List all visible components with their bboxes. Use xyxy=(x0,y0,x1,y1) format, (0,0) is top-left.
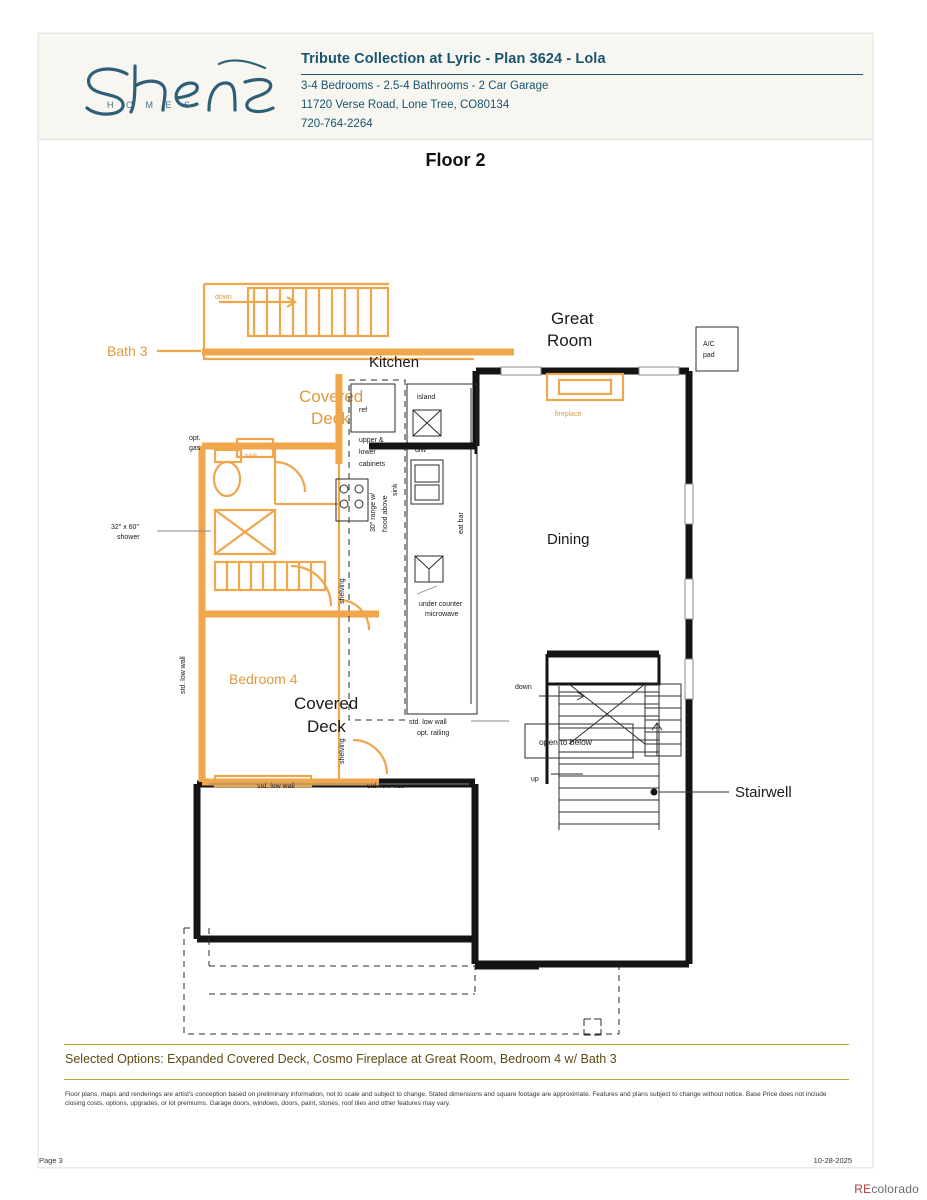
below-outline xyxy=(184,928,619,1035)
label-bath-sink: sink xyxy=(245,453,258,460)
plan-specs: 3-4 Bedrooms - 2.5-4 Bathrooms - 2 Car Garage xyxy=(301,80,549,92)
label-cab-3: cabinets xyxy=(359,461,386,468)
label-low-wall-mid2: std. low wall xyxy=(367,783,405,790)
label-opt-gas-1: opt. xyxy=(189,435,201,442)
label-shower-2: shower xyxy=(117,534,140,541)
plan-phone: 720-764-2264 xyxy=(301,118,373,130)
label-cab-1: upper & xyxy=(359,437,384,444)
label-ref: ref xyxy=(359,407,368,414)
disclaimer-text: Floor plans, maps and renderings are artist's conception based on preliminary information, not to scale and subject to change. Stated dimensions and square footage are approximate. Features and plans subject to change without notice. Base Price does not include closing costs, options, upgrades, or lot premiums. Garage doors, windows, doors, paint, stones, roof tiles and other features may vary. xyxy=(65,1091,827,1108)
label-bath-3: Bath 3 xyxy=(107,343,148,359)
stairs-down-upper xyxy=(215,288,388,336)
floor-plan-drawing xyxy=(39,184,874,1044)
label-range-2: hood above xyxy=(382,495,389,532)
label-shower-1: 32" x 60" xyxy=(111,524,139,531)
label-down-upper: down xyxy=(215,294,232,301)
kitchen xyxy=(336,374,477,720)
label-up: up xyxy=(531,776,539,783)
page-number: Page 3 xyxy=(39,1156,63,1165)
label-low-wall-left: std. low wall xyxy=(180,656,187,694)
document-page xyxy=(38,33,873,1168)
right-wall-windows xyxy=(685,484,693,699)
label-ac-pad-2: pad xyxy=(703,352,715,359)
label-opt-gas-2: gas xyxy=(189,445,201,452)
label-low-wall-mid: std. low wall xyxy=(257,783,295,790)
label-microwave-2: microwave xyxy=(425,611,459,618)
label-eat-bar: eat bar xyxy=(458,512,465,534)
options-divider-bottom xyxy=(64,1079,849,1080)
document-header xyxy=(39,34,872,140)
label-dining: Dining xyxy=(547,531,590,548)
floor-title: Floor 2 xyxy=(425,150,486,170)
label-cab-2: lower xyxy=(359,449,376,456)
document-date: 10-28-2025 xyxy=(813,1156,852,1165)
label-low-wall-opt-2: opt. railing xyxy=(417,730,450,737)
label-dw: d/w xyxy=(415,447,426,454)
label-range-1: 30" range w/ xyxy=(370,492,377,532)
label-covered-deck-top-2: Deck xyxy=(311,409,350,428)
label-microwave-1: under counter xyxy=(419,601,463,608)
ac-pad xyxy=(696,327,738,371)
recolorado-watermark xyxy=(854,1182,919,1196)
fireplace xyxy=(547,374,623,418)
stairwell-area xyxy=(515,654,792,830)
header-divider xyxy=(301,74,863,75)
label-great-room-2: Room xyxy=(547,331,593,350)
label-fireplace: fireplace xyxy=(555,411,582,418)
selected-options: Selected Options: Expanded Covered Deck, Cosmo Fireplace at Great Room, Bedroom 4 w/ Bath 3 xyxy=(65,1052,617,1066)
label-island: island xyxy=(417,394,436,401)
label-shelving-2: shelving xyxy=(339,738,346,764)
watermark-rest: colorado xyxy=(871,1182,919,1196)
label-down-lower: down xyxy=(515,684,532,691)
label-covered-deck-bottom-2: Deck xyxy=(307,717,346,736)
label-ac-pad-1: A/C xyxy=(703,341,715,348)
label-open-to-below: open to below xyxy=(539,737,592,747)
shea-homes-logo xyxy=(69,52,284,124)
label-kitchen: Kitchen xyxy=(369,354,420,371)
plan-title: Tribute Collection at Lyric - Plan 3624 - Lola xyxy=(301,51,606,67)
label-bedroom-4: Bedroom 4 xyxy=(229,671,298,687)
label-sink-kitchen: sink xyxy=(392,483,399,496)
label-stairwell: Stairwell xyxy=(735,784,792,801)
label-shelving-1: shelving xyxy=(339,578,346,604)
plan-address: 11720 Verse Road, Lone Tree, CO80134 xyxy=(301,99,510,111)
options-divider-top xyxy=(64,1044,849,1045)
label-covered-deck-top-1: Covered xyxy=(299,387,364,406)
watermark-re: RE xyxy=(854,1182,872,1196)
label-covered-deck-bottom-1: Covered xyxy=(294,694,359,713)
label-great-room-1: Great xyxy=(551,309,594,328)
logo-subtitle: H O M E S xyxy=(107,100,196,110)
label-low-wall-opt-1: std. low wall xyxy=(409,719,447,726)
